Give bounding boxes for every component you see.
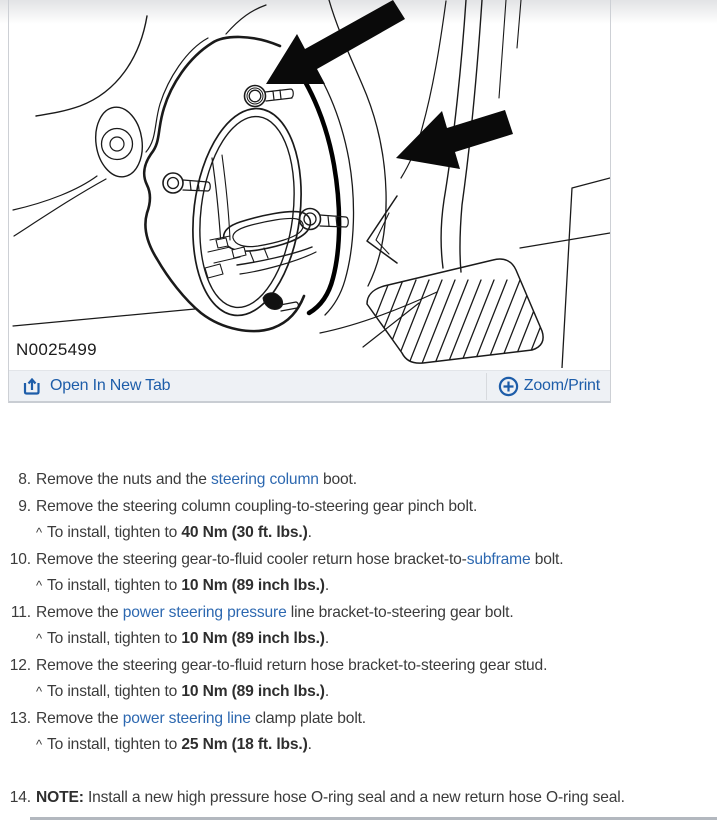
step-number: 12.: [9, 656, 31, 674]
bold-text: 40 Nm (30 ft. lbs.): [181, 524, 308, 541]
inline-link[interactable]: power steering pressure: [122, 603, 287, 621]
step-text: [36, 494, 477, 521]
step-text: [47, 520, 312, 547]
step-text-segment: .: [307, 736, 312, 753]
step-text: [47, 626, 329, 653]
step-text-segment: To install, tighten to: [47, 524, 182, 541]
step-number: 8.: [18, 471, 31, 488]
step-text: [36, 706, 366, 733]
step-number: 13.: [9, 709, 31, 727]
open-in-new-tab-icon: [23, 378, 41, 395]
bold-text: 10 Nm (89 inch lbs.): [181, 683, 325, 700]
step-text-segment: Remove the: [36, 603, 123, 621]
step-text-segment: boot.: [318, 471, 357, 488]
step-text-segment: bolt.: [530, 550, 564, 568]
inline-link[interactable]: steering column: [210, 471, 319, 488]
zoom-print-link[interactable]: [498, 376, 600, 397]
step-text: [36, 547, 563, 574]
callout-arrow-top: [266, 0, 405, 84]
zoom-print-label: Zoom/Print: [523, 377, 600, 394]
step-text-segment: Remove the steering column coupling-to-steering gear pinch bolt.: [36, 497, 478, 515]
bold-text: 10 Nm (89 inch lbs.): [181, 577, 325, 594]
step-text-segment: .: [324, 577, 330, 594]
step-row: [2, 467, 716, 494]
step-text-segment: .: [307, 524, 312, 541]
zoom-plus-icon: [498, 376, 519, 397]
step-text-segment: To install, tighten to: [47, 577, 182, 594]
step-number: 11.: [10, 603, 31, 621]
step-number: 9.: [18, 497, 31, 515]
figure-id-label: N0025499: [16, 340, 97, 359]
figure-panel: [8, 0, 611, 403]
substep-caret: ^: [36, 525, 42, 540]
substep-caret: ^: [36, 578, 42, 593]
substep-caret: ^: [36, 684, 42, 699]
step-text-segment: Install a new high pressure hose O-ring seal and a new return hose O-ring seal.: [83, 788, 625, 806]
step-number: 14.: [9, 788, 31, 806]
step-text: [47, 573, 329, 600]
substep-caret: ^: [36, 737, 42, 752]
substep-row: [2, 732, 716, 759]
callout-arrow-right: [396, 110, 513, 169]
open-in-new-tab-label: Open In New Tab: [50, 377, 171, 394]
substep-row: [2, 626, 716, 653]
step-text-segment: Remove the: [36, 709, 123, 727]
bold-text: NOTE:: [36, 788, 84, 806]
step-row: [2, 547, 716, 574]
inline-link[interactable]: power steering line: [122, 709, 251, 727]
step-text-segment: clamp plate bolt.: [250, 709, 366, 727]
substep-row: [2, 520, 716, 547]
step-text-segment: To install, tighten to: [47, 736, 182, 753]
open-in-new-tab-link[interactable]: [23, 377, 170, 395]
figure-toolbar: [9, 370, 610, 403]
inline-link[interactable]: subframe: [466, 550, 531, 568]
step-text-segment: Remove the nuts and the: [36, 471, 211, 488]
steering-column-boot-diagram: [9, 0, 610, 368]
step-text: [36, 653, 547, 680]
step-row: [2, 600, 716, 627]
step-text-segment: .: [324, 683, 330, 700]
bold-text: 25 Nm (18 ft. lbs.): [181, 736, 308, 753]
step-number: 10.: [9, 550, 31, 568]
step-text-segment: line bracket-to-steering gear bolt.: [286, 603, 514, 621]
procedure-steps: [2, 467, 716, 811]
step-row: [2, 706, 716, 733]
step-row: [2, 653, 716, 680]
substep-row: [2, 573, 716, 600]
toolbar-divider: [486, 373, 487, 400]
step-text-segment: Remove the steering gear-to-fluid cooler return hose bracket-to-: [36, 550, 467, 568]
step-text: [36, 600, 514, 627]
substep-row: [2, 679, 716, 706]
step-text: [47, 732, 312, 759]
step-text: [36, 785, 625, 812]
step-text-segment: To install, tighten to: [47, 630, 182, 647]
step-row: [2, 785, 716, 812]
substep-caret: ^: [36, 631, 42, 646]
bold-text: 10 Nm (89 inch lbs.): [181, 630, 325, 647]
step-text-segment: Remove the steering gear-to-fluid return hose bracket-to-steering gear stud.: [36, 656, 548, 674]
step-text-segment: .: [324, 630, 330, 647]
step-text: [47, 679, 329, 706]
step-text: [36, 467, 357, 494]
step-text-segment: To install, tighten to: [47, 683, 182, 700]
step-row: [2, 494, 716, 521]
